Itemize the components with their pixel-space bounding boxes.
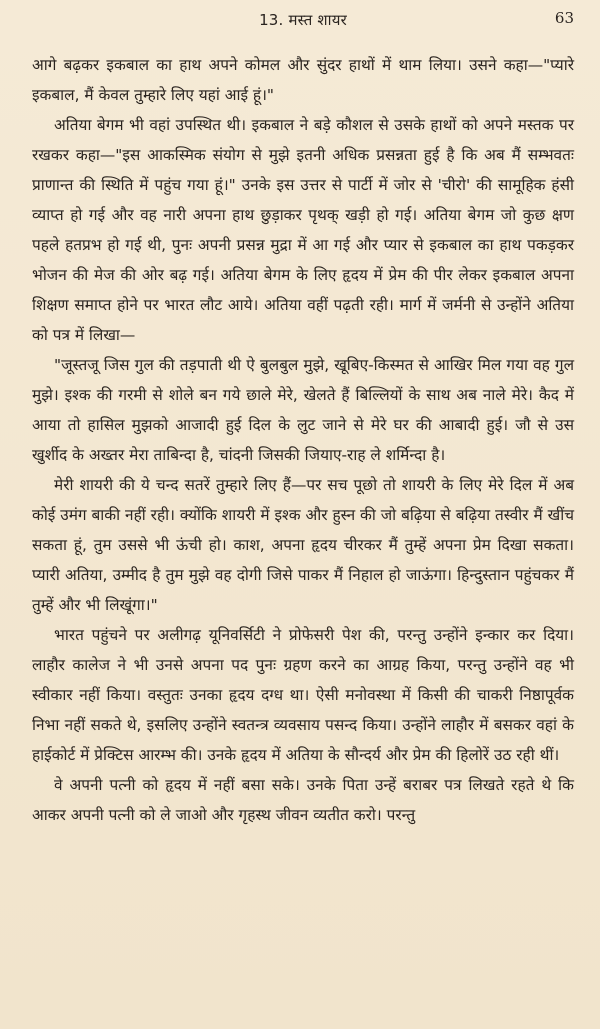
paragraph: वे अपनी पत्नी को हृदय में नहीं बसा सके। उनके पिता उन्हें बराबर पत्र लिखते रहते थे कि आकर अपनी पत्नी को ले जाओ और गृहस्थ जीवन व्यतीत करो। परन्तु [32, 776, 574, 824]
paragraph: आगे बढ़कर इकबाल का हाथ अपने कोमल और सुंदर हाथों में थाम लिया। उसने कहा—"प्यारे इकबाल, मैं केवल तुम्हारे लिए यहां आई हूं।" [32, 56, 574, 104]
chapter-title: 13. मस्त शायर [259, 11, 347, 29]
page-header [32, 0, 574, 50]
paragraph: भारत पहुंचने पर अलीगढ़ यूनिवर्सिटी ने प्रोफेसरी पेश की, परन्तु उन्होंने इन्कार कर दिया। लाहौर कालेज ने भी उनसे अपना पद पुनः ग्रहण करने का आग्रह किया, परन्तु उन्होंने वह भी स्वीकार नहीं किया। वस्तुतः उनका हृदय दग्ध था। ऐसी मनोवस्था में किसी की चाकरी निष्ठापूर्वक निभा नहीं सकते थे, इसलिए उन्होंने स्वतन्त्र व्यवसाय पसन्द किया। उन्होंने लाहौर में बसकर वहां के हाईकोर्ट में प्रेक्टिस आरम्भ की। उनके हृदय में अतिया के सौन्दर्य और प्रेम की हिलोरें उठ रही थीं। [32, 626, 574, 764]
paragraph: अतिया बेगम भी वहां उपस्थित थी। इकबाल ने बड़े कौशल से उसके हाथों को अपने मस्तक पर रखकर कहा—"इस आकस्मिक संयोग से मुझे इतनी अधिक प्रसन्नता हुई है कि अब मैं सम्भवतः प्राणान्त की स्थिति में पहुंच गया हूं।" उनके इस उत्तर से पार्टी में जोर से 'चीरो' की सामूहिक हंसी व्याप्त हो गई और वह नारी अपना हाथ छुड़ाकर पृथक् खड़ी हो गई। अतिया बेगम जो कुछ क्षण पहले हतप्रभ हो गई थी, पुनः अपनी प्रसन्न मुद्रा में आ गई और प्यार से इकबाल का हाथ पकड़कर भोजन की मेज की ओर बढ़ गई। अतिया बेगम के लिए हृदय में प्रेम की पीर लेकर इकबाल अपना शिक्षण समाप्त होने पर भारत लौट आये। अतिया वहीं पढ़ती रही। मार्ग में जर्मनी से उन्होंने अतिया को पत्र में लिखा— [32, 116, 574, 344]
body-text [32, 50, 574, 830]
page-number: 63 [554, 9, 574, 27]
paragraph-quoted-letter: "जूस्तजू जिस गुल की तड़पाती थी ऐ बुलबुल मुझे, खूबिए-किस्मत से आखिर मिल गया वह गुल मुझे। इश्क की गरमी से शोले बन गये छाले मेरे, खेलते हैं बिल्लियों के साथ अब नाले मेरे। कैद में आया तो हासिल मुझको आजादी हुई दिल के लुट जाने से मेरे घर की आबादी हुई। जौ से उस खुर्शीद के अख्तर मेरा ताबिन्दा है, चांदनी जिसकी जियाए-राह ले शर्मिन्दा है। [32, 356, 574, 464]
paragraph: मेरी शायरी की ये चन्द सतरें तुम्हारे लिए हैं—पर सच पूछो तो शायरी के लिए मेरे दिल में अब कोई उमंग बाकी नहीं रही। क्योंकि शायरी में इश्क और हुस्न की जो बढ़िया से बढ़िया तस्वीर मैं खींच सकता हूं, तुम उससे भी ऊंची हो। काश, अपना हृदय चीरकर मैं तुम्हें अपना प्रेम दिखा सकता। प्यारी अतिया, उम्मीद है तुम मुझे वह दोगी जिसे पाकर मैं निहाल हो जाऊंगा। हिन्दुस्तान पहुंचकर मैं तुम्हें और भी लिखूंगा।" [32, 476, 574, 614]
